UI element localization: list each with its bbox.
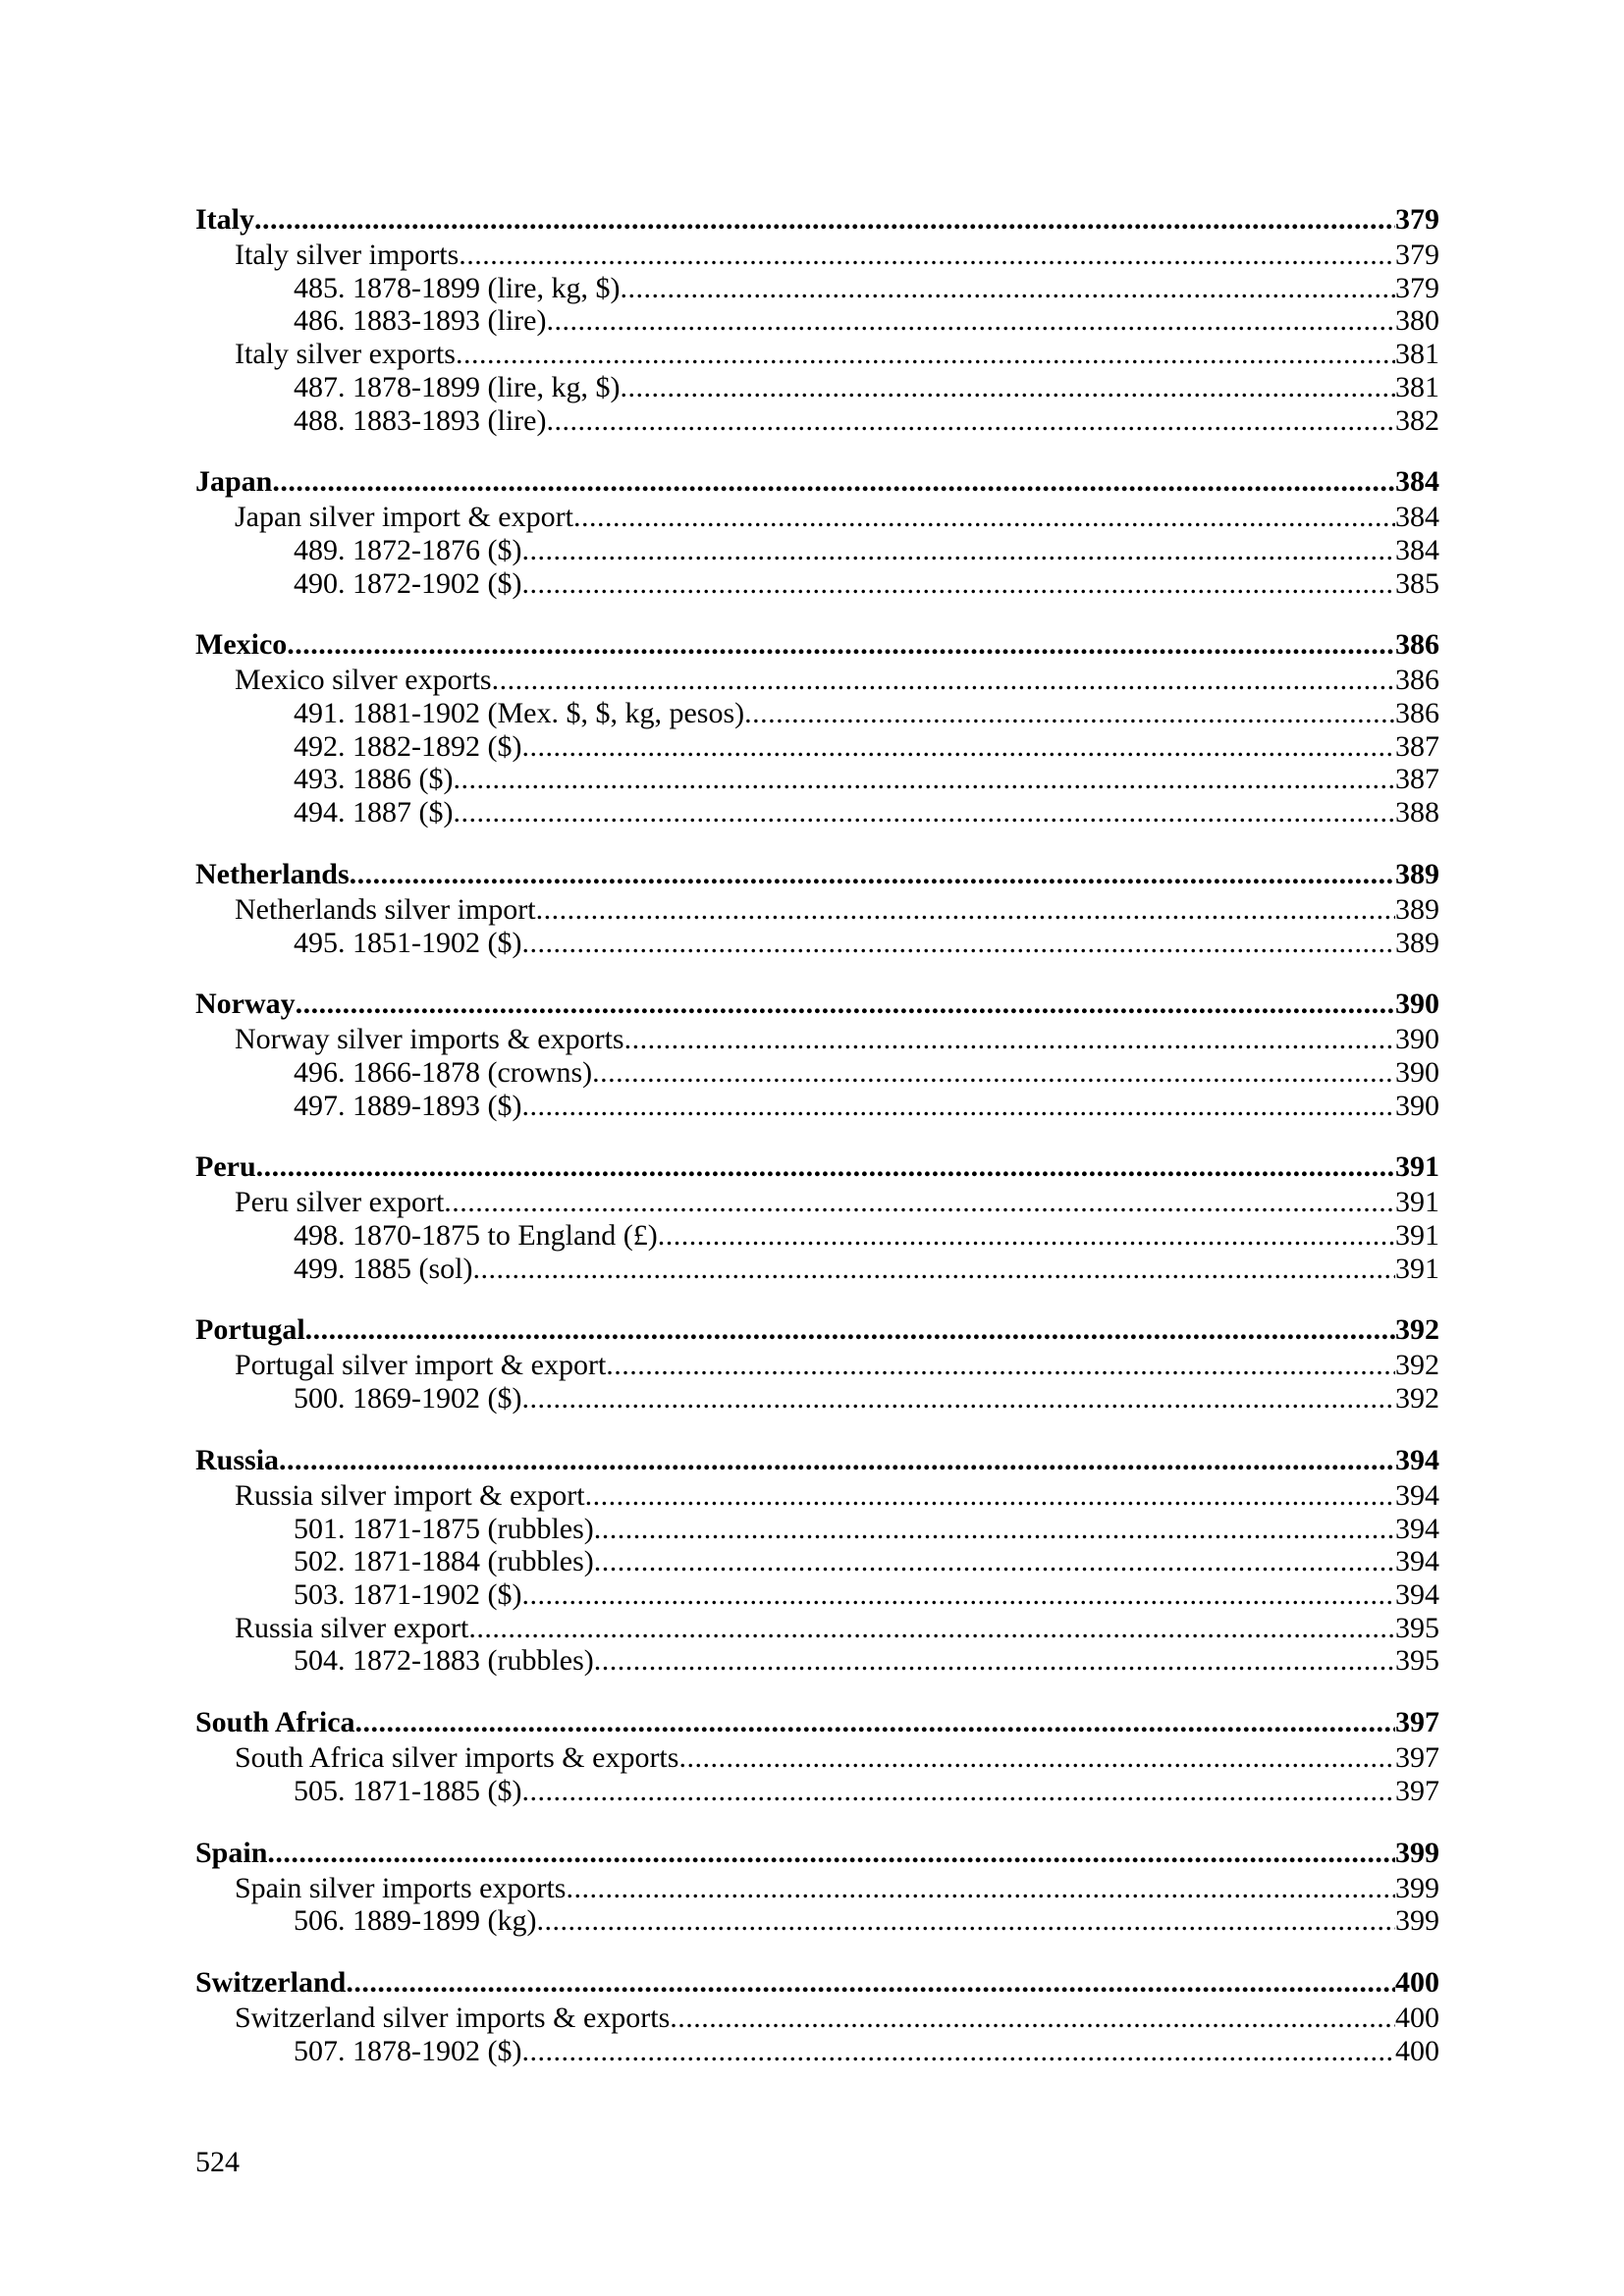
entry-label: Peru: [195, 1150, 256, 1184]
entry-page-number: 400: [1395, 1965, 1439, 1999]
dot-leader: [279, 1442, 1395, 1479]
entry-label: 491. 1881-1902 (Mex. $, $, kg, pesos): [294, 697, 745, 730]
table-entry[interactable]: [195, 2035, 1439, 2068]
subsection-entry[interactable]: [195, 2002, 1439, 2035]
entry-label: Spain silver imports exports: [235, 1871, 567, 1904]
toc-section: [195, 1835, 1439, 1938]
entry-label: Switzerland silver imports & exports: [235, 2001, 671, 2034]
entry-page-number: 379: [1395, 239, 1439, 271]
subsection-entry[interactable]: [195, 338, 1439, 371]
subsection-entry[interactable]: [195, 1872, 1439, 1905]
entry-label: Mexico: [195, 628, 288, 662]
toc-section: [195, 986, 1439, 1122]
table-entry[interactable]: [195, 730, 1439, 764]
dot-leader: [521, 730, 1395, 764]
table-entry[interactable]: [195, 371, 1439, 404]
entry-label: 497. 1889-1893 ($): [294, 1089, 522, 1122]
entry-label: 507. 1878-1902 ($): [294, 2034, 522, 2067]
dot-leader: [296, 986, 1395, 1023]
entry-label: Italy silver exports: [235, 338, 456, 371]
entry-label: 488. 1883-1893 (lire): [294, 403, 547, 437]
dot-leader: [287, 626, 1395, 664]
table-entry[interactable]: [195, 1090, 1439, 1123]
entry-page-number: 392: [1395, 1349, 1439, 1382]
entry-page-number: 390: [1395, 1055, 1439, 1089]
entry-label: Japan: [195, 465, 273, 499]
dot-leader: [594, 1644, 1395, 1678]
entry-label: 494. 1887 ($): [294, 796, 454, 829]
entry-page-number: 385: [1395, 566, 1439, 600]
dot-leader: [536, 893, 1395, 927]
entry-label: Norway silver imports & exports: [235, 1023, 624, 1056]
dot-leader: [272, 463, 1395, 501]
toc-section: [195, 1442, 1439, 1678]
dot-leader: [267, 1835, 1395, 1872]
entry-page-number: 386: [1395, 697, 1439, 730]
dot-leader: [521, 1090, 1395, 1123]
section-heading[interactable]: [195, 463, 1439, 501]
table-entry[interactable]: [195, 304, 1439, 338]
entry-page-number: 400: [1395, 2034, 1439, 2067]
dot-leader: [521, 927, 1395, 960]
entry-page-number: 386: [1395, 628, 1439, 662]
dot-leader: [254, 201, 1395, 239]
toc-section: [195, 626, 1439, 829]
section-heading[interactable]: [195, 1964, 1439, 2002]
entry-label: 489. 1872-1876 ($): [294, 533, 522, 566]
dot-leader: [453, 763, 1395, 796]
entry-page-number: 399: [1395, 1904, 1439, 1938]
toc-section: [195, 201, 1439, 437]
entry-label: 499. 1885 (sol): [294, 1252, 473, 1285]
entry-page-number: 395: [1395, 1611, 1439, 1644]
table-entry[interactable]: [195, 1056, 1439, 1090]
dot-leader: [521, 534, 1395, 567]
section-heading[interactable]: [195, 1704, 1439, 1741]
entry-page-number: 394: [1395, 1512, 1439, 1545]
entry-label: South Africa silver imports & exports: [235, 1741, 679, 1775]
table-entry[interactable]: [195, 1545, 1439, 1578]
dot-leader: [620, 272, 1395, 305]
entry-label: 506. 1889-1899 (kg): [294, 1904, 537, 1938]
dot-leader: [566, 1872, 1395, 1905]
entry-label: 501. 1871-1875 (rubbles): [294, 1512, 594, 1545]
section-heading[interactable]: [195, 986, 1439, 1023]
entry-page-number: 397: [1395, 1741, 1439, 1775]
dot-leader: [473, 1253, 1396, 1286]
table-entry[interactable]: [195, 1644, 1439, 1678]
dot-leader: [536, 1904, 1395, 1938]
dot-leader: [521, 2035, 1395, 2068]
entry-label: Netherlands: [195, 857, 350, 890]
toc-section: [195, 1148, 1439, 1285]
entry-page-number: 397: [1395, 1706, 1439, 1739]
toc-section: [195, 463, 1439, 600]
dot-leader: [670, 2002, 1395, 2035]
entry-label: Russia silver export: [235, 1611, 469, 1644]
entry-label: 495. 1851-1902 ($): [294, 926, 522, 959]
table-entry[interactable]: [195, 1775, 1439, 1808]
dot-leader: [678, 1741, 1395, 1775]
entry-page-number: 395: [1395, 1644, 1439, 1678]
table-of-contents: [195, 201, 1439, 2094]
table-entry[interactable]: [195, 1219, 1439, 1253]
toc-section: [195, 856, 1439, 959]
dot-leader: [346, 1964, 1395, 2002]
toc-section: [195, 1311, 1439, 1415]
dot-leader: [573, 501, 1395, 534]
entry-label: 487. 1878-1899 (lire, kg, $): [294, 370, 621, 403]
entry-page-number: 390: [1395, 988, 1439, 1021]
subsection-entry[interactable]: [195, 239, 1439, 272]
table-entry[interactable]: [195, 796, 1439, 829]
entry-label: 498. 1870-1875 to England (£): [294, 1219, 658, 1253]
dot-leader: [468, 1612, 1395, 1645]
entry-page-number: 391: [1395, 1186, 1439, 1219]
table-entry[interactable]: [195, 1513, 1439, 1546]
entry-page-number: 389: [1395, 926, 1439, 959]
table-entry[interactable]: [195, 763, 1439, 796]
dot-leader: [305, 1311, 1395, 1349]
subsection-entry[interactable]: [195, 1479, 1439, 1513]
table-entry[interactable]: [195, 697, 1439, 730]
entry-page-number: 384: [1395, 501, 1439, 534]
dot-leader: [256, 1148, 1395, 1186]
subsection-entry[interactable]: [195, 1741, 1439, 1775]
subsection-entry[interactable]: [195, 501, 1439, 534]
dot-leader: [744, 697, 1395, 730]
entry-page-number: 390: [1395, 1089, 1439, 1122]
entry-page-number: 394: [1395, 1478, 1439, 1512]
entry-label: 493. 1886 ($): [294, 763, 454, 796]
entry-page-number: 399: [1395, 1836, 1439, 1869]
dot-leader: [453, 796, 1395, 829]
entry-label: Russia: [195, 1443, 280, 1476]
entry-label: Switzerland: [195, 1965, 347, 1999]
entry-label: 492. 1882-1892 ($): [294, 729, 522, 763]
entry-page-number: 391: [1395, 1252, 1439, 1285]
entry-label: Netherlands silver import: [235, 892, 536, 926]
entry-label: 504. 1872-1883 (rubbles): [294, 1644, 594, 1678]
entry-page-number: 389: [1395, 892, 1439, 926]
dot-leader: [585, 1479, 1395, 1513]
dot-leader: [521, 567, 1395, 601]
table-entry[interactable]: [195, 567, 1439, 601]
table-entry[interactable]: [195, 1253, 1439, 1286]
dot-leader: [444, 1186, 1395, 1219]
entry-label: Japan silver import & export: [235, 501, 573, 534]
dot-leader: [456, 338, 1395, 371]
entry-page-number: 394: [1395, 1577, 1439, 1611]
entry-label: 486. 1883-1893 (lire): [294, 304, 547, 338]
dot-leader: [355, 1704, 1395, 1741]
section-heading[interactable]: [195, 1835, 1439, 1872]
subsection-entry[interactable]: [195, 1186, 1439, 1219]
table-entry[interactable]: [195, 534, 1439, 567]
dot-leader: [521, 1382, 1395, 1415]
entry-label: 500. 1869-1902 ($): [294, 1382, 522, 1415]
entry-page-number: 394: [1395, 1443, 1439, 1476]
entry-label: 485. 1878-1899 (lire, kg, $): [294, 271, 621, 304]
entry-page-number: 391: [1395, 1219, 1439, 1253]
dot-leader: [592, 1056, 1395, 1090]
entry-page-number: 384: [1395, 465, 1439, 499]
section-heading[interactable]: [195, 1442, 1439, 1479]
dot-leader: [521, 1578, 1395, 1612]
entry-page-number: 387: [1395, 763, 1439, 796]
entry-page-number: 387: [1395, 729, 1439, 763]
entry-label: Portugal silver import & export: [235, 1349, 607, 1382]
section-heading[interactable]: [195, 856, 1439, 893]
dot-leader: [521, 1775, 1395, 1808]
subsection-entry[interactable]: [195, 893, 1439, 927]
entry-page-number: 397: [1395, 1774, 1439, 1807]
entry-label: Spain: [195, 1836, 268, 1869]
entry-label: Italy: [195, 203, 254, 236]
entry-label: 503. 1871-1902 ($): [294, 1577, 522, 1611]
entry-page-number: 391: [1395, 1150, 1439, 1184]
entry-page-number: 394: [1395, 1545, 1439, 1578]
section-heading[interactable]: [195, 1148, 1439, 1186]
toc-section: [195, 1704, 1439, 1807]
entry-page-number: 392: [1395, 1382, 1439, 1415]
subsection-entry[interactable]: [195, 1349, 1439, 1382]
toc-section: [195, 1964, 1439, 2067]
entry-label: Portugal: [195, 1313, 305, 1347]
dot-leader: [658, 1219, 1395, 1253]
subsection-entry[interactable]: [195, 664, 1439, 697]
entry-label: Mexico silver exports: [235, 664, 492, 697]
dot-leader: [459, 239, 1395, 272]
entry-page-number: 384: [1395, 533, 1439, 566]
entry-label: Italy silver imports: [235, 239, 460, 271]
entry-page-number: 388: [1395, 796, 1439, 829]
dot-leader: [624, 1023, 1395, 1056]
dot-leader: [594, 1513, 1395, 1546]
entry-page-number: 380: [1395, 304, 1439, 338]
entry-page-number: 379: [1395, 203, 1439, 236]
table-entry[interactable]: [195, 927, 1439, 960]
section-heading[interactable]: [195, 1311, 1439, 1349]
entry-page-number: 392: [1395, 1313, 1439, 1347]
entry-label: South Africa: [195, 1706, 355, 1739]
dot-leader: [620, 371, 1395, 404]
entry-page-number: 386: [1395, 664, 1439, 697]
table-entry[interactable]: [195, 1578, 1439, 1612]
entry-label: 502. 1871-1884 (rubbles): [294, 1545, 594, 1578]
entry-label: 490. 1872-1902 ($): [294, 566, 522, 600]
entry-page-number: 381: [1395, 370, 1439, 403]
subsection-entry[interactable]: [195, 1023, 1439, 1056]
section-heading[interactable]: [195, 626, 1439, 664]
entry-page-number: 379: [1395, 271, 1439, 304]
dot-leader: [546, 304, 1395, 338]
dot-leader: [594, 1545, 1395, 1578]
dot-leader: [492, 664, 1395, 697]
page-number: 524: [195, 2146, 240, 2178]
entry-page-number: 381: [1395, 338, 1439, 371]
entry-page-number: 382: [1395, 403, 1439, 437]
entry-label: 505. 1871-1885 ($): [294, 1774, 522, 1807]
entry-page-number: 400: [1395, 2001, 1439, 2034]
table-entry[interactable]: [195, 272, 1439, 305]
entry-label: 496. 1866-1878 (crowns): [294, 1055, 593, 1089]
entry-page-number: 389: [1395, 857, 1439, 890]
table-entry[interactable]: [195, 1904, 1439, 1938]
section-heading[interactable]: [195, 201, 1439, 239]
dot-leader: [350, 856, 1395, 893]
entry-label: Peru silver export: [235, 1186, 445, 1219]
dot-leader: [606, 1349, 1395, 1382]
entry-page-number: 390: [1395, 1023, 1439, 1056]
entry-page-number: 399: [1395, 1871, 1439, 1904]
dot-leader: [546, 404, 1395, 438]
entry-label: Norway: [195, 988, 296, 1021]
subsection-entry[interactable]: [195, 1612, 1439, 1645]
entry-label: Russia silver import & export: [235, 1478, 585, 1512]
table-entry[interactable]: [195, 1382, 1439, 1415]
table-entry[interactable]: [195, 404, 1439, 438]
